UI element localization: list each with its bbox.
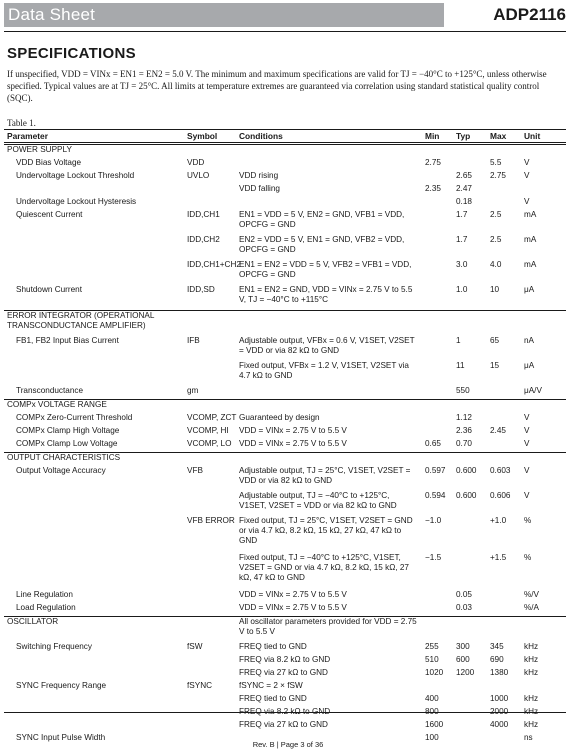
cell-unit: V [524,439,530,448]
cell-parameter: COMPx Clamp Low Voltage [16,439,118,448]
cell-unit: V [524,426,530,435]
col-header-min: Min [425,131,440,141]
cell-max: 1380 [490,668,509,677]
table-row [4,642,566,654]
cell-typ: 600 [456,655,470,664]
cell-parameter: Output Voltage Accuracy [16,466,106,475]
cell-parameter: OSCILLATOR [7,617,59,626]
cell-typ: 1.12 [456,413,472,422]
col-header-conditions: Conditions [239,131,283,141]
cell-parameter: Undervoltage Lockout Hysteresis [16,197,137,206]
cell-min: −1.0 [425,516,442,525]
cell-typ: 300 [456,642,470,651]
cell-min: 400 [425,694,439,703]
table-row [4,285,566,309]
cell-parameter: SYNC Input Pulse Width [16,733,106,742]
table-row [4,235,566,259]
table-section-row [4,310,566,335]
table-row [4,466,566,490]
cell-parameter: Transconductance [16,386,84,395]
header-doc-type: Data Sheet [4,3,444,27]
table-row [4,158,566,170]
cell-min: 100 [425,733,439,742]
cell-parameter: Quiescent Current [16,210,83,219]
cell-conditions: VDD falling [239,184,280,193]
cell-parameter: Shutdown Current [16,285,82,294]
cell-typ: 1.7 [456,210,468,219]
cell-conditions: EN2 = VDD = 5 V, EN1 = GND, VFB2 = VDD, OPCFG = GND [239,235,405,254]
cell-unit: ns [524,733,533,742]
cell-max: 4.0 [490,260,502,269]
section-title: SPECIFICATIONS [7,45,136,62]
cell-unit: V [524,413,530,422]
cell-conditions: Adjustable output, TJ = −40°C to +125°C, V1SET, V2SET = VDD or via 82 kΩ to GND [239,491,397,510]
cell-unit: mA [524,235,537,244]
cell-unit: %/V [524,590,540,599]
cell-parameter: Line Regulation [16,590,73,599]
table-caption: Table 1. [7,118,36,128]
cell-conditions: Fixed output, TJ = 25°C, V1SET, V2SET = GND or via 4.7 kΩ, 8.2 kΩ, 15 kΩ, 27 kΩ, 47 kΩ to GND [239,516,413,545]
cell-conditions: FREQ via 27 kΩ to GND [239,720,328,729]
cell-symbol: VDD [187,158,205,167]
cell-min: 1600 [425,720,444,729]
cell-typ: 1 [456,336,461,345]
cell-conditions: VDD rising [239,171,279,180]
page-header [0,0,576,30]
table-section-row [4,452,566,465]
cell-min: −1.5 [425,553,442,562]
table-section-row [4,616,566,641]
cell-max: 690 [490,655,504,664]
cell-typ: 0.600 [456,491,477,500]
cell-symbol: fSW [187,642,203,651]
cell-max: 2.45 [490,426,506,435]
cell-max: 0.606 [490,491,511,500]
cell-symbol: IDD,CH1+CH2 [187,260,241,269]
cell-max: 2.5 [490,235,502,244]
cell-conditions: Adjustable output, TJ = 25°C, V1SET, V2SET = VDD or via 82 kΩ to GND [239,466,411,485]
cell-conditions: VDD = VINx = 2.75 V to 5.5 V [239,590,347,599]
cell-max: 2.5 [490,210,502,219]
cell-parameter: Undervoltage Lockout Threshold [16,171,135,180]
cell-typ: 11 [456,361,465,370]
table-bottom-rule [4,712,566,713]
cell-unit: kHz [524,655,539,664]
cell-max: 1000 [490,694,509,703]
cell-conditions: VDD = VINx = 2.75 V to 5.5 V [239,439,347,448]
cell-max: 2.75 [490,171,506,180]
cell-conditions: Fixed output, TJ = −40°C to +125°C, V1SET, V2SET = GND or via 4.7 kΩ, 8.2 kΩ, 15 kΩ, 27 kΩ, 47 kΩ to GND [239,553,409,582]
table-row [4,668,566,680]
table-row [4,694,566,706]
header-divider [4,31,566,32]
col-header-max: Max [490,131,507,141]
cell-unit: %/A [524,603,540,612]
cell-unit: kHz [524,720,539,729]
cell-typ: 0.05 [456,590,472,599]
cell-unit: μA [524,361,535,370]
col-header-unit: Unit [524,131,541,141]
col-header-parameter: Parameter [7,131,48,141]
cell-unit: μA/V [524,386,542,395]
cell-typ: 2.65 [456,171,472,180]
cell-typ: 0.03 [456,603,472,612]
header-part-number: ADP2116 [493,5,566,24]
cell-parameter: OUTPUT CHARACTERISTICS [7,453,121,462]
table-row [4,707,566,719]
cell-min: 255 [425,642,439,651]
cell-parameter: Switching Frequency [16,642,92,651]
cell-max: 10 [490,285,500,294]
cell-unit: V [524,491,530,500]
cell-symbol: IDD,CH1 [187,210,220,219]
table-body [4,144,566,745]
cell-unit: μA [524,285,535,294]
cell-typ: 0.600 [456,466,477,475]
cell-unit: nA [524,336,535,345]
cell-unit: % [524,516,532,525]
table-row [4,655,566,667]
cell-parameter: ERROR INTEGRATOR (OPERATIONAL TRANSCONDUCTANCE AMPLIFIER) [7,311,155,330]
table-row [4,361,566,385]
cell-unit: kHz [524,694,539,703]
table-row [4,260,566,284]
table-row [4,426,566,438]
table-row [4,590,566,602]
table-row [4,603,566,615]
cell-typ: 2.47 [456,184,472,193]
cell-unit: V [524,171,530,180]
cell-unit: V [524,158,530,167]
cell-typ: 1.0 [456,285,468,294]
cell-parameter: COMPx Zero-Current Threshold [16,413,133,422]
table-row [4,336,566,360]
table-row [4,171,566,183]
cell-min: 510 [425,655,439,664]
cell-conditions: Fixed output, VFBx = 1.2 V, V1SET, V2SET via 4.7 kΩ to GND [239,361,409,380]
cell-typ: 2.36 [456,426,472,435]
cell-symbol: VFB [187,466,203,475]
cell-symbol: IDD,SD [187,285,215,294]
cell-typ: 550 [456,386,470,395]
cell-unit: mA [524,210,537,219]
cell-parameter: SYNC Frequency Range [16,681,107,690]
cell-conditions: EN1 = VDD = 5 V, EN2 = GND, VFB1 = VDD, OPCFG = GND [239,210,405,229]
cell-typ: 0.70 [456,439,472,448]
cell-typ: 0.18 [456,197,472,206]
cell-min: 2.35 [425,184,441,193]
cell-typ: 3.0 [456,260,468,269]
table-row [4,386,566,398]
intro-paragraph: If unspecified, VDD = VINx = EN1 = EN2 = 5.0 V. The minimum and maximum specifications are valid for TJ = −40°C to +125°C, unless otherwise specified. Typical values are at TJ = 25°C. All limits at temperature extremes are guaranteed via correlation using standard statistical quality control (SQC). [7,69,547,103]
cell-conditions: All oscillator parameters provided for VDD = 2.75 V to 5.5 V [239,617,417,636]
table-section-row [4,144,566,157]
cell-unit: % [524,553,532,562]
cell-symbol: VCOMP, ZCT [187,413,237,422]
cell-unit: mA [524,260,537,269]
cell-unit: kHz [524,642,539,651]
cell-parameter: COMPx VOLTAGE RANGE [7,400,107,409]
cell-conditions: Adjustable output, VFBx = 0.6 V, V1SET, V2SET = VDD or via 82 kΩ to GND [239,336,415,355]
table-row [4,516,566,552]
cell-conditions: FREQ tied to GND [239,642,307,651]
cell-typ: 1.7 [456,235,468,244]
cell-conditions: EN1 = EN2 = GND, VDD = VINx = 2.75 V to 5.5 V, TJ = −40°C to +115°C [239,285,413,304]
cell-conditions: fSYNC = 2 × fSW [239,681,303,690]
table-row [4,553,566,589]
cell-symbol: IDD,CH2 [187,235,220,244]
cell-conditions: FREQ via 8.2 kΩ to GND [239,655,331,664]
cell-max: 0.603 [490,466,511,475]
cell-min: 0.65 [425,439,441,448]
cell-max: 5.5 [490,158,502,167]
cell-max: 4000 [490,720,509,729]
cell-symbol: VFB ERROR [187,516,235,525]
cell-min: 2.75 [425,158,441,167]
cell-symbol: IFB [187,336,200,345]
cell-parameter: FB1, FB2 Input Bias Current [16,336,119,345]
table-row [4,210,566,234]
cell-max: +1.5 [490,553,507,562]
table-row [4,681,566,693]
cell-typ: 1200 [456,668,475,677]
page-footer: Rev. B | Page 3 of 36 [252,740,324,749]
cell-symbol: gm [187,386,199,395]
cell-conditions: VDD = VINx = 2.75 V to 5.5 V [239,603,347,612]
table-row [4,439,566,451]
cell-symbol: fSYNC [187,681,213,690]
spec-table [4,129,566,745]
cell-unit: kHz [524,668,539,677]
cell-conditions: FREQ via 27 kΩ to GND [239,668,328,677]
cell-min: 0.594 [425,491,446,500]
cell-unit: V [524,197,530,206]
cell-max: +1.0 [490,516,507,525]
table-row [4,720,566,732]
cell-min: 1020 [425,668,444,677]
cell-parameter: Load Regulation [16,603,76,612]
table-row [4,184,566,196]
col-header-symbol: Symbol [187,131,218,141]
cell-conditions: EN1 = EN2 = VDD = 5 V, VFB2 = VFB1 = VDD, OPCFG = GND [239,260,412,279]
col-header-typ: Typ [456,131,471,141]
cell-max: 65 [490,336,500,345]
cell-parameter: COMPx Clamp High Voltage [16,426,120,435]
cell-max: 345 [490,642,504,651]
cell-max: 15 [490,361,500,370]
cell-unit: V [524,466,530,475]
cell-parameter: VDD Bias Voltage [16,158,82,167]
cell-symbol: VCOMP, HI [187,426,229,435]
table-row [4,413,566,425]
table-header-row [4,129,566,143]
table-section-row [4,399,566,412]
cell-conditions: Guaranteed by design [239,413,320,422]
table-row [4,197,566,209]
cell-conditions: VDD = VINx = 2.75 V to 5.5 V [239,426,347,435]
table-row [4,491,566,515]
cell-conditions: FREQ tied to GND [239,694,307,703]
cell-min: 0.597 [425,466,446,475]
cell-symbol: UVLO [187,171,210,180]
cell-parameter: POWER SUPPLY [7,145,72,154]
cell-symbol: VCOMP, LO [187,439,232,448]
